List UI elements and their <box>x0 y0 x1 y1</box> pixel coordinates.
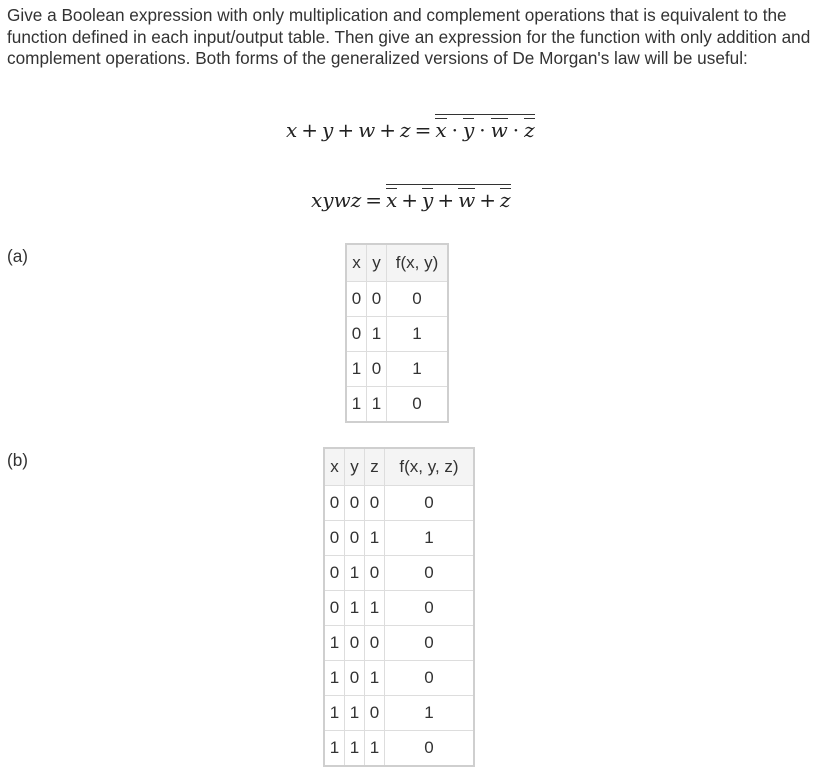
table-cell: 0 <box>367 352 387 387</box>
table-header-cell: f(x, y, z) <box>385 448 475 486</box>
table-cell: 0 <box>385 486 475 521</box>
table-row <box>324 696 474 731</box>
table-row <box>324 556 474 591</box>
eq1-equals: = <box>414 118 432 142</box>
table-cell: 1 <box>324 626 345 661</box>
table-cell: 1 <box>385 696 475 731</box>
eq1-lhs-op1: + <box>301 118 319 142</box>
table-row <box>346 387 448 423</box>
table-cell: 0 <box>387 387 449 423</box>
eq1-rhs-op2: · <box>479 118 486 142</box>
table-row <box>324 521 474 556</box>
part-a-label: (a) <box>7 246 29 266</box>
truth-table-b <box>323 447 475 767</box>
table-cell: 1 <box>365 521 385 556</box>
table-cell: 0 <box>345 521 365 556</box>
table-cell: 0 <box>345 486 365 521</box>
eq2-rhs-op1: + <box>401 188 419 212</box>
eq2-equals: = <box>365 188 382 212</box>
table-cell: 0 <box>345 661 365 696</box>
eq2-rhs-op3: + <box>479 188 497 212</box>
problem-intro: Give a Boolean expression with only multiplication and complement operations that is equivalent to the function defined in each input/output table. Then give an expression for the function with only addition and complement operations. Both forms of the generalized versions of De Morgan's law will be useful: <box>7 5 811 68</box>
table-cell: 1 <box>345 591 365 626</box>
eq1-lhs-z: z <box>400 118 411 142</box>
table-cell: 1 <box>324 661 345 696</box>
table-row <box>324 661 474 696</box>
table-cell: 1 <box>387 352 449 387</box>
eq2-rhs-op2: + <box>437 188 455 212</box>
table-cell: 0 <box>345 626 365 661</box>
table-header-cell: x <box>324 448 345 486</box>
table-row <box>324 731 474 767</box>
eq1-rhs-op3: · <box>512 118 520 142</box>
table-cell: 0 <box>365 626 385 661</box>
table-cell: 0 <box>324 486 345 521</box>
table-row <box>324 591 474 626</box>
table-cell: 1 <box>367 317 387 352</box>
table-cell: 1 <box>346 387 367 423</box>
eq2-rhs-y-bar: y <box>422 188 434 212</box>
table-row <box>346 282 448 317</box>
table-cell: 1 <box>387 317 449 352</box>
table-cell: 0 <box>387 282 449 317</box>
table-cell: 1 <box>365 661 385 696</box>
table-cell: 0 <box>365 696 385 731</box>
table-cell: 0 <box>385 591 475 626</box>
table-row <box>324 626 474 661</box>
table-row <box>346 352 448 387</box>
table-cell: 0 <box>367 282 387 317</box>
table-cell: 0 <box>365 486 385 521</box>
table-cell: 0 <box>385 661 475 696</box>
eq1-rhs-w-bar: w <box>490 118 508 142</box>
eq1-rhs-y-bar: y <box>462 118 475 142</box>
eq2-rhs-w-bar: w <box>458 188 476 212</box>
table-cell: 1 <box>324 731 345 767</box>
eq1-lhs-y: y <box>322 118 334 142</box>
table-row <box>346 317 448 352</box>
table-header-row <box>324 448 474 486</box>
eq1-rhs-z-bar: z <box>524 118 535 142</box>
table-cell: 0 <box>346 317 367 352</box>
eq1-lhs-x: x <box>286 118 298 142</box>
eq1-lhs-w: w <box>358 118 376 142</box>
eq1-rhs-outer-complement <box>435 114 534 142</box>
table-cell: 0 <box>365 556 385 591</box>
table-cell: 1 <box>365 591 385 626</box>
eq1-lhs-op3: + <box>379 118 397 142</box>
de-morgan-equation-2 <box>311 184 511 212</box>
eq1-rhs-op1: · <box>451 118 458 142</box>
part-b-label: (b) <box>7 450 29 470</box>
table-header-cell: y <box>345 448 365 486</box>
table-cell: 0 <box>324 521 345 556</box>
table-header-cell: z <box>365 448 385 486</box>
eq2-rhs-z-bar: z <box>500 188 511 212</box>
table-cell: 1 <box>346 352 367 387</box>
table-cell: 0 <box>346 282 367 317</box>
table-cell: 1 <box>365 731 385 767</box>
table-row <box>324 486 474 521</box>
eq2-lhs: xywz <box>311 188 362 212</box>
table-cell: 0 <box>324 556 345 591</box>
table-cell: 1 <box>345 731 365 767</box>
table-cell: 0 <box>324 591 345 626</box>
truth-table-a <box>345 243 449 423</box>
table-cell: 1 <box>324 696 345 731</box>
table-header-cell: y <box>367 244 387 282</box>
table-cell: 1 <box>345 696 365 731</box>
table-cell: 0 <box>385 626 475 661</box>
table-header-cell: f(x, y) <box>387 244 449 282</box>
table-cell: 0 <box>385 556 475 591</box>
eq1-rhs-x-bar: x <box>435 118 447 142</box>
table-header-cell: x <box>346 244 367 282</box>
table-cell: 0 <box>385 731 475 767</box>
table-cell: 1 <box>385 521 475 556</box>
eq2-rhs-outer-complement <box>386 184 511 212</box>
eq2-rhs-x-bar: x <box>386 188 398 212</box>
table-cell: 1 <box>345 556 365 591</box>
table-header-row <box>346 244 448 282</box>
table-cell: 1 <box>367 387 387 423</box>
de-morgan-equation-1 <box>286 114 535 142</box>
eq1-lhs-op2: + <box>337 118 355 142</box>
